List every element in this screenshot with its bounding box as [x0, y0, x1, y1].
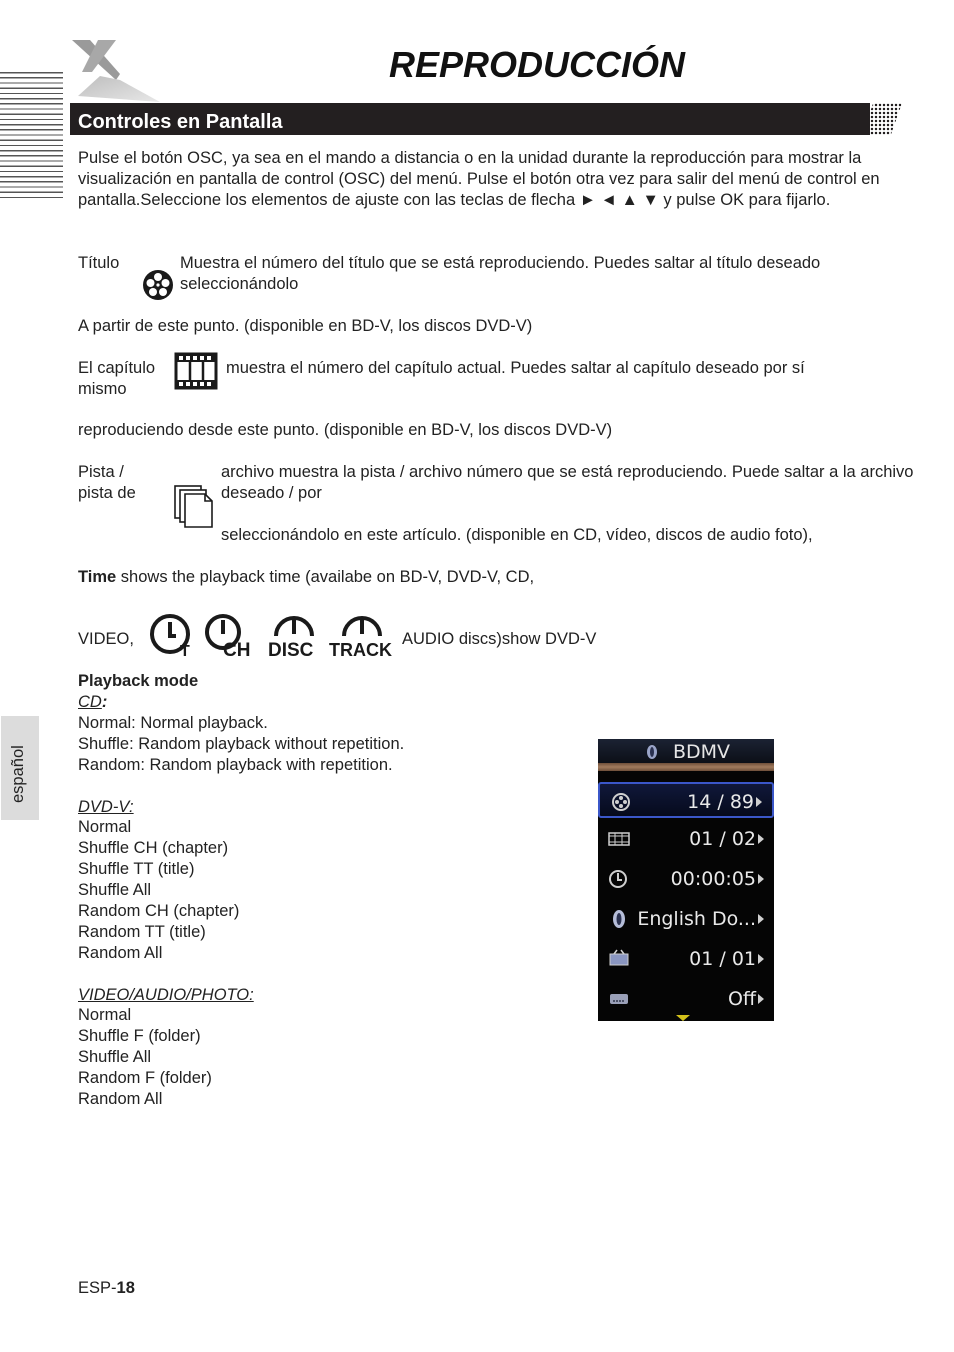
- cd-heading-text: CD: [78, 693, 102, 711]
- page-prefix: ESP-: [78, 1279, 117, 1297]
- dvd-item: Normal: [78, 818, 132, 836]
- scroll-down-icon: [676, 1015, 690, 1021]
- pista-continuation: seleccionándolo en este artículo. (disponible en CD, vídeo, discos de audio foto),: [221, 526, 813, 544]
- pista-label-line2: pista de: [78, 484, 136, 502]
- chevron-right-icon: [758, 914, 764, 924]
- audio-icon: [646, 743, 658, 760]
- time-icons-row: [148, 612, 398, 658]
- vap-item: Shuffle All: [78, 1048, 152, 1066]
- osd-row-title[interactable]: [598, 782, 774, 818]
- audio-icon: [608, 909, 630, 929]
- vap-heading: VIDEO/AUDIO/PHOTO:: [78, 986, 254, 1004]
- section-heading: Controles en Pantalla: [78, 111, 283, 133]
- osd-row-value: 01 / 01: [689, 948, 756, 970]
- vap-item: Shuffle F (folder): [78, 1027, 201, 1045]
- angle-icon: [608, 949, 630, 969]
- capitulo-mismo: mismo: [78, 380, 127, 398]
- time-clock-icon: [608, 869, 630, 889]
- osd-row-subtitle[interactable]: [598, 981, 774, 1017]
- time-title-icon: [148, 612, 198, 658]
- osd-title: BDMV: [673, 741, 731, 763]
- time-icon-label: TRACK: [329, 640, 392, 658]
- cd-item: Random: Random playback with repetition.: [78, 756, 393, 774]
- osd-header: [598, 739, 774, 763]
- playback-mode-heading: Playback mode: [78, 672, 199, 690]
- dvd-heading: DVD-V:: [78, 798, 134, 816]
- osd-row-value: 01 / 02: [689, 828, 756, 850]
- language-label: español: [9, 745, 27, 803]
- time-icon-label: CH: [223, 640, 251, 658]
- vap-item: Random All: [78, 1090, 163, 1108]
- dvd-item: Shuffle TT (title): [78, 860, 195, 878]
- osd-screenshot: [598, 739, 774, 1021]
- osd-row-value: 14 / 89: [687, 791, 754, 813]
- chapter-film-icon: [608, 829, 630, 849]
- osd-row-time[interactable]: [598, 861, 774, 897]
- osd-row-value: 00:00:05: [670, 868, 756, 890]
- capitulo-label: El capítulo: [78, 359, 156, 377]
- time-disc-icon: [266, 612, 322, 658]
- osd-row-chapter[interactable]: [598, 821, 774, 857]
- titulo-continuation: A partir de este punto. (disponible en BD-V, los discos DVD-V): [78, 317, 533, 335]
- dvd-item: Shuffle CH (chapter): [78, 839, 229, 857]
- chevron-right-icon: [758, 834, 764, 844]
- pista-label-line1: Pista /: [78, 463, 124, 481]
- video-suffix: AUDIO discs)show DVD-V: [402, 630, 597, 648]
- video-prefix: VIDEO,: [78, 630, 134, 648]
- time-text: shows the playback time (availabe on BD-V, DVD-V, CD,: [116, 568, 535, 586]
- osd-wood-strip: [598, 763, 774, 771]
- track-files-icon: [173, 484, 215, 530]
- time-paragraph: [78, 567, 918, 588]
- titulo-description: Muestra el número del título que se está reproduciendo. Puedes saltar al título deseado seleccionándolo: [180, 254, 821, 293]
- page-title: REPRODUCCIÓN: [388, 44, 685, 85]
- dvd-item: Random CH (chapter): [78, 902, 240, 920]
- cd-item: Normal: Normal playback.: [78, 714, 268, 732]
- subtitle-icon: [608, 989, 630, 1009]
- pista-description: archivo muestra la pista / archivo número que se está reproduciendo. Puede saltar a la archivo deseado / por: [221, 463, 914, 502]
- osd-row-value: Off: [727, 988, 756, 1010]
- osd-row-audio[interactable]: [598, 901, 774, 937]
- vap-item: Random F (folder): [78, 1069, 212, 1087]
- time-track-icon: [328, 612, 398, 658]
- title-reel-icon: [610, 792, 632, 812]
- chevron-right-icon: [758, 994, 764, 1004]
- cd-item: Shuffle: Random playback without repetition.: [78, 735, 405, 753]
- dvd-item: Random All: [78, 944, 163, 962]
- chevron-right-icon: [758, 954, 764, 964]
- cd-heading: [78, 692, 107, 713]
- time-icon-label: DISC: [268, 640, 314, 658]
- titulo-label: Título: [78, 254, 120, 272]
- title-reel-icon: [141, 268, 175, 302]
- chapter-film-icon: [174, 352, 218, 390]
- time-chapter-icon: [203, 612, 259, 658]
- decorative-stripes: [0, 72, 63, 200]
- intro-paragraph: Pulse el botón OSC, ya sea en el mando a distancia o en la unidad durante la reproducción para mostrar la visualización en pantalla de control (OSC) del menú. Pulse el botón otra vez para salir del menú de control en pantalla.Seleccione los elementos de ajuste con las teclas de flecha ► ◄ ▲ ▼ y pulse OK para fijarlo.: [78, 149, 880, 209]
- time-bold-label: Time: [78, 568, 117, 586]
- dvd-item: Shuffle All: [78, 881, 152, 899]
- vap-item: Normal: [78, 1006, 132, 1024]
- osd-row-value: English Do...: [637, 908, 756, 930]
- capitulo-description: muestra el número del capítulo actual. Puedes saltar al capítulo deseado por sí: [226, 359, 805, 377]
- chevron-right-icon: [758, 874, 764, 884]
- page-number: [78, 1278, 135, 1299]
- dvd-item: Random TT (title): [78, 923, 206, 941]
- time-icon-label: T: [180, 643, 190, 658]
- chevron-right-icon: [756, 797, 762, 807]
- page-number-value: 18: [116, 1279, 135, 1297]
- osd-row-angle[interactable]: [598, 941, 774, 977]
- capitulo-continuation: reproduciendo desde este punto. (disponible en BD-V, los discos DVD-V): [78, 421, 613, 439]
- cd-heading-colon: :: [101, 693, 108, 711]
